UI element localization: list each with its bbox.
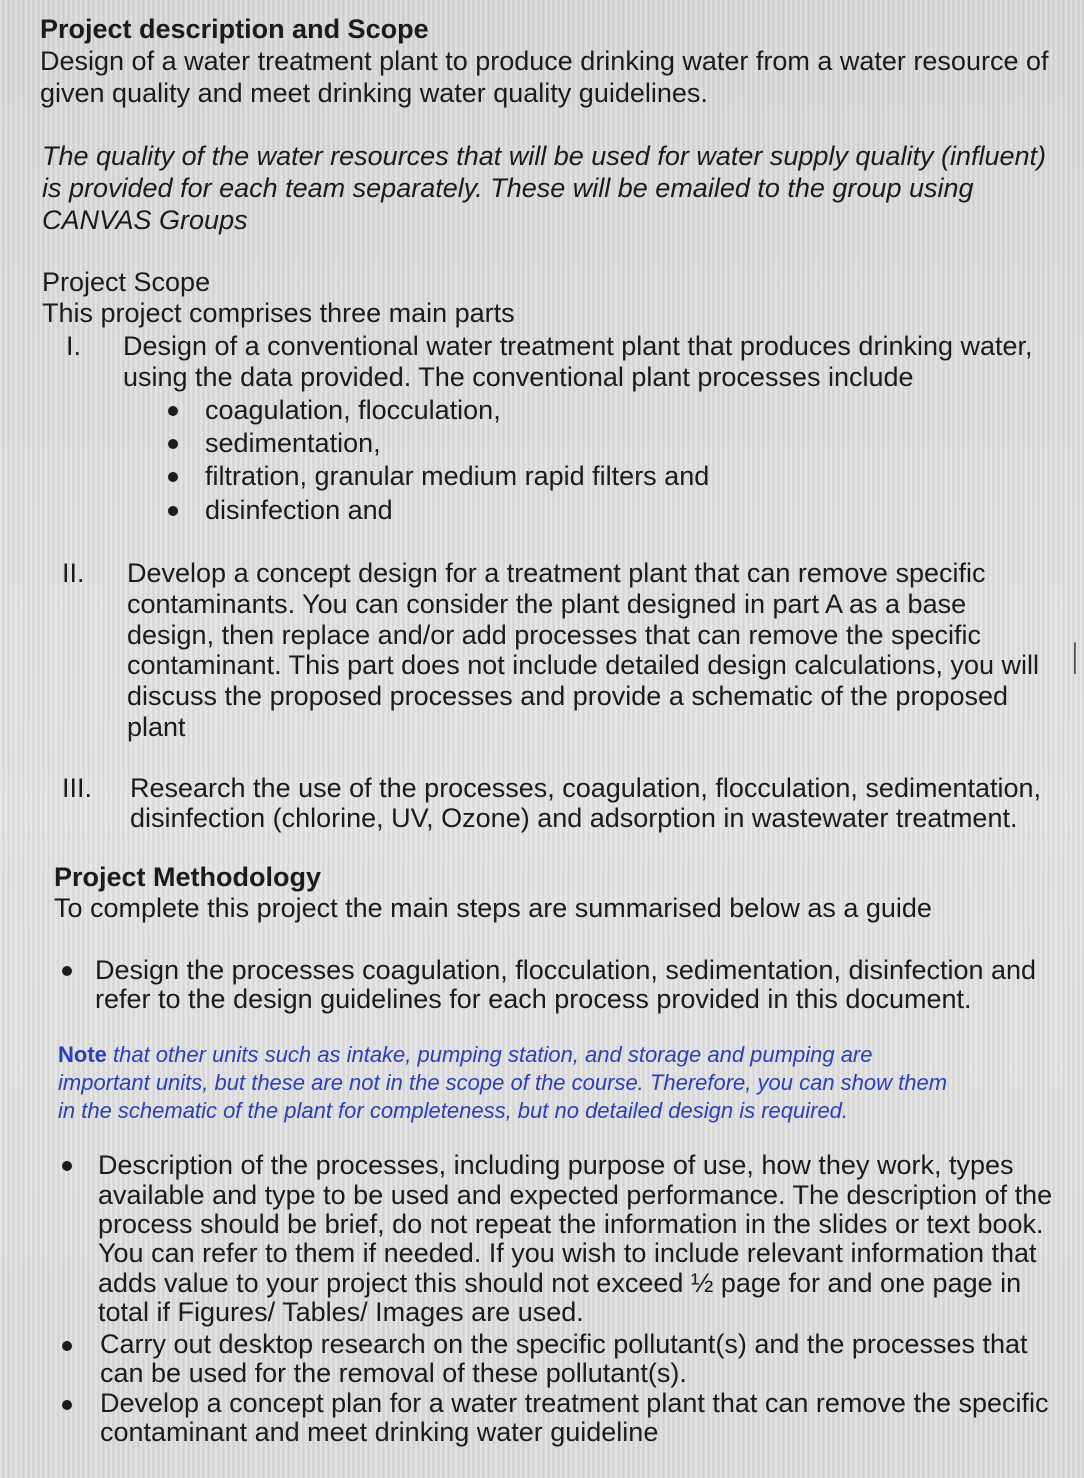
bullet-dot [62, 1400, 72, 1410]
page-edge-chevron-icon: │ [1068, 642, 1084, 672]
description-heading: Project description and Scope [40, 14, 429, 44]
part-line: design, then replace and/or add processes that can remove the specific [127, 620, 982, 650]
bullet-dot [168, 472, 178, 482]
note-text: that other units such as intake, pumping station, and storage and pumping are [106, 1042, 873, 1067]
methodology-intro: To complete this project the main steps are summarised below as a guide [54, 893, 932, 923]
methodology-bullet-line: Develop a concept plan for a water treatment plant that can remove the specific [100, 1388, 1049, 1418]
part-line: Research the use of the processes, coagulation, flocculation, sedimentation, [130, 773, 1042, 803]
bullet-dot [168, 439, 178, 449]
bullet-dot [62, 966, 72, 976]
quality-note-line: CANVAS Groups [42, 205, 248, 235]
note-label: Note [58, 1042, 107, 1067]
part-numeral: I. [66, 331, 82, 361]
process-bullet: filtration, granular medium rapid filters and [205, 461, 710, 491]
part-line: Design of a conventional water treatment plant that produces drinking water, [123, 331, 1033, 361]
description-line: given quality and meet drinking water quality guidelines. [40, 78, 708, 108]
process-bullet: coagulation, flocculation, [205, 395, 501, 425]
description-line: Design of a water treatment plant to produce drinking water from a water resource of [40, 46, 1049, 76]
scope-note-line: important units, but these are not in the scope of the course. Therefore, you can show them [58, 1070, 948, 1095]
bullet-dot [168, 406, 178, 416]
quality-note-line: is provided for each team separately. These will be emailed to the group using [42, 173, 974, 203]
part-line: disinfection (chlorine, UV, Ozone) and adsorption in wastewater treatment. [130, 803, 1018, 833]
methodology-bullet-line: Design the processes coagulation, flocculation, sedimentation, disinfection and [95, 955, 1037, 985]
methodology-heading: Project Methodology [54, 862, 322, 892]
methodology-bullet-line: total if Figures/ Tables/ Images are used. [98, 1297, 584, 1327]
part-line: discuss the proposed processes and provide a schematic of the proposed [127, 681, 1009, 711]
bullet-dot [62, 1341, 72, 1351]
methodology-bullet-line: You can refer to them if needed. If you wish to include relevant information that [98, 1238, 1037, 1268]
scope-note-line: in the schematic of the plant for completeness, but no detailed design is required. [58, 1098, 849, 1123]
methodology-bullet-line: available and type to be used and expected performance. The description of the [98, 1180, 1053, 1210]
part-line: contaminant. This part does not include detailed design calculations, you will [127, 650, 1040, 680]
part-line: using the data provided. The conventional plant processes include [123, 362, 914, 392]
methodology-bullet-line: Carry out desktop research on the specific pollutant(s) and the processes that [100, 1329, 1028, 1359]
methodology-bullet-line: process should be brief, do not repeat the information in the slides or text book. [98, 1209, 1044, 1239]
part-numeral: III. [62, 773, 93, 803]
methodology-bullet-line: can be used for the removal of these pollutant(s). [100, 1358, 687, 1388]
process-bullet: disinfection and [205, 495, 393, 525]
methodology-bullet-line: contaminant and meet drinking water guideline [100, 1417, 659, 1447]
process-bullet: sedimentation, [205, 428, 381, 458]
part-line: plant [127, 712, 186, 742]
part-numeral: II. [62, 558, 85, 588]
methodology-bullet-line: refer to the design guidelines for each process provided in this document. [95, 984, 972, 1014]
scope-heading: Project Scope [42, 267, 211, 297]
scope-note-line [58, 1041, 873, 1069]
scope-intro: This project comprises three main parts [42, 298, 515, 328]
part-line: Develop a concept design for a treatment plant that can remove specific [127, 558, 986, 588]
methodology-bullet-line: Description of the processes, including purpose of use, how they work, types [98, 1150, 1014, 1180]
quality-note-line: The quality of the water resources that will be used for water supply quality (influent) [42, 141, 1046, 171]
methodology-bullet-line: adds value to your project this should not exceed ½ page for and one page in [98, 1268, 1022, 1298]
bullet-dot [62, 1161, 72, 1171]
part-line: contaminants. You can consider the plant designed in part A as a base [127, 589, 967, 619]
bullet-dot [168, 506, 178, 516]
